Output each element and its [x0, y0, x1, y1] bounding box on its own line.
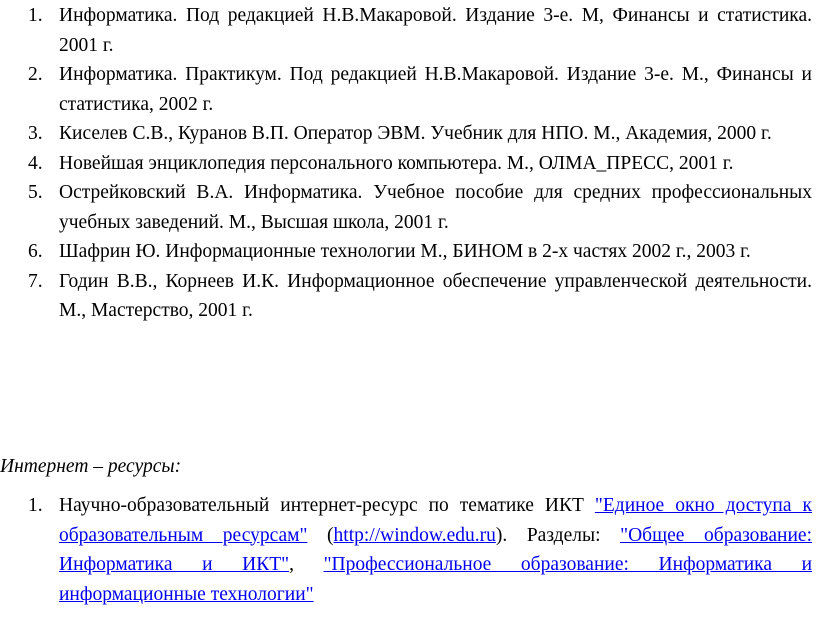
reference-item: [0, 267, 812, 326]
list-number: 5.: [28, 182, 43, 203]
list-number: 4.: [28, 152, 43, 174]
separator-text: ,: [289, 554, 324, 575]
sections-text: ). Разделы:: [495, 524, 621, 546]
internet-resources-list: [0, 491, 812, 609]
edu-window-link[interactable]: "Единое окно доступа к образовательным ресурсам": [59, 495, 812, 546]
url-link[interactable]: http://window.edu.ru: [333, 524, 496, 546]
list-number: 3.: [28, 123, 43, 144]
professional-education-link[interactable]: "Профессиональное образование: Информатика и информационные технологии": [59, 554, 813, 605]
reference-item: [0, 237, 812, 267]
reference-item: [0, 1, 812, 60]
reference-text: Годин В.В., Корнеев И.К. Информационное обеспечение управленческой деятельности. М., Мастерство, 2001 г.: [59, 270, 812, 321]
list-number: 1.: [28, 5, 43, 26]
reference-text: Киселев С.В., Куранов В.П. Оператор ЭВМ. Учебник для НПО. М., Академия, 2000 г.: [59, 123, 772, 144]
reference-item: [0, 149, 812, 179]
reference-text: Информатика. Практикум. Под редакцией Н.В.Макаровой. Издание 3-е. М., Финансы и статистика, 2002 г.: [59, 64, 812, 115]
resource-intro-text: Научно-образовательный интернет-ресурс по тематике ИКТ: [59, 495, 595, 516]
list-number: 6.: [28, 241, 43, 262]
reference-item: [0, 178, 812, 237]
reference-item: [0, 60, 812, 119]
general-education-link[interactable]: "Общее образование: Информатика и ИКТ": [59, 524, 812, 575]
internet-resources-heading: Интернет – ресурсы:: [0, 456, 182, 477]
list-number: 7.: [28, 270, 43, 292]
reference-text: Информатика. Под редакцией Н.В.Макаровой. Издание 3-е. М, Финансы и статистика. 2001 г.: [59, 5, 812, 56]
reference-text: Острейковский В.А. Информатика. Учебное пособие для средних профессиональных учебных заведений. М., Высшая школа, 2001 г.: [59, 182, 812, 233]
references-list: [0, 1, 812, 326]
paren-open-text: (: [307, 524, 334, 546]
internet-resource-item: [0, 491, 812, 609]
reference-item: [0, 119, 812, 149]
list-number: 2.: [28, 64, 43, 85]
reference-text: Шафрин Ю. Информационные технологии М., БИНОМ в 2-х частях 2002 г., 2003 г.: [59, 241, 751, 262]
list-number: 1.: [28, 495, 43, 516]
reference-text: Новейшая энциклопедия персонального компьютера. М., ОЛМА_ПРЕСС, 2001 г.: [59, 152, 734, 174]
